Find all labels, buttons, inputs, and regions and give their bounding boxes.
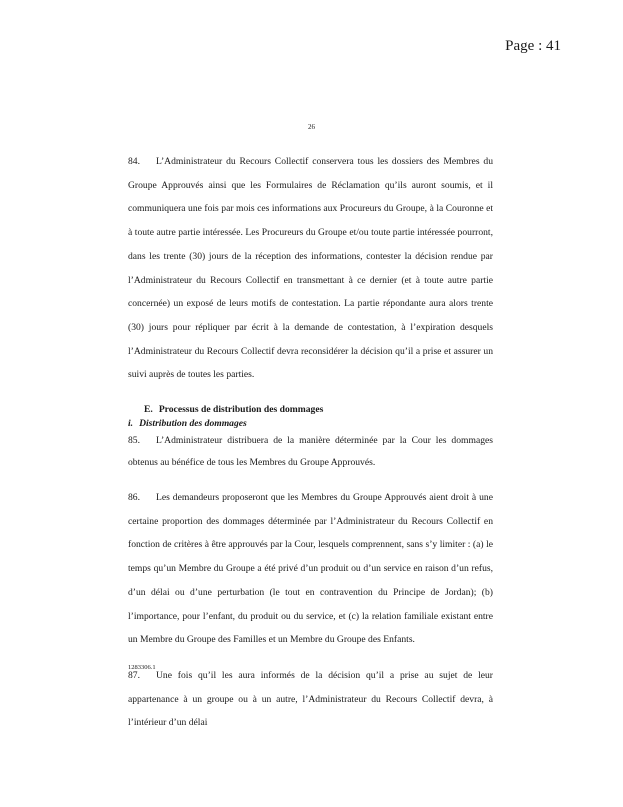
paragraph-number: 85.	[128, 435, 140, 447]
paragraph-85	[128, 430, 493, 474]
document-body	[128, 150, 493, 735]
paragraph-number: 84.	[128, 156, 140, 167]
section-heading	[128, 403, 493, 417]
paragraph-number: 87.	[128, 669, 140, 681]
section-title: Processus de distribution des dommages	[158, 404, 324, 416]
paragraph-87	[128, 664, 493, 735]
paragraph-number: 86.	[128, 492, 140, 504]
page-label: Page : 41	[505, 38, 561, 54]
paragraph-text: L’Administrateur distribuera de la manière déterminée par la Cour les dommages obtenus au bénéfice de tous les Membres du Groupe Approuvés.	[128, 435, 493, 469]
section-letter: E.	[144, 404, 153, 416]
subsection-letter: i.	[128, 418, 134, 430]
subsection-title: Distribution des dommages	[139, 418, 247, 430]
document-id: 1283306.1	[128, 664, 156, 671]
paragraph-86	[128, 486, 493, 652]
paragraph-text: L’Administrateur du Recours Collectif conservera tous les dossiers des Membres du Groupe Approuvés ainsi que les Formulaires de Réclamation qu’ils auront soumis, et il communiquera une fois par mois ces informations aux Procureurs du Groupe, à la Couronne et à toute autre partie intéressée. Les Procureurs du Groupe et/ou toute partie intéressée pourront, dans les trente (30) jours de la réception des informations, contester la décision rendue par l’Administrateur du Recours Collectif en transmettant à ce dernier (et à toute autre partie concernée) un exposé de leurs motifs de contestation. La partie répondante aura alors trente (30) jours pour répliquer par écrit à la demande de contestation, à l’expiration desquels l’Administrateur du Recours Collectif devra reconsidérer la décision qu’il a prise et assurer un suivi auprès de toutes les parties.	[128, 156, 493, 381]
page-number: 26	[308, 123, 315, 131]
subsection-heading	[128, 417, 493, 430]
paragraph-text: Une fois qu’il les aura informés de la décision qu’il a prise au sujet de leur appartenance à un groupe ou à un autre, l’Administrateur du Recours Collectif devra, à l’intérieur d’un délai	[128, 669, 493, 729]
paragraph-84	[128, 150, 493, 387]
paragraph-text: Les demandeurs proposeront que les Membres du Groupe Approuvés aient droit à une certaine proportion des dommages déterminée par l’Administrateur du Recours Collectif en fonction de critères à être approuvés par la Cour, lesquels comprennent, sans s’y limiter : (a) le temps qu’un Membre du Groupe a été privé d’un produit ou d’un service en raison d’un refus, d’un délai ou d’une perturbation (le tout en contravention du Principe de Jordan); (b) l’importance, pour l’enfant, du produit ou du service, et (c) la relation familiale existant entre un Membre du Groupe des Familles et un Membre du Groupe des Enfants.	[128, 492, 493, 646]
